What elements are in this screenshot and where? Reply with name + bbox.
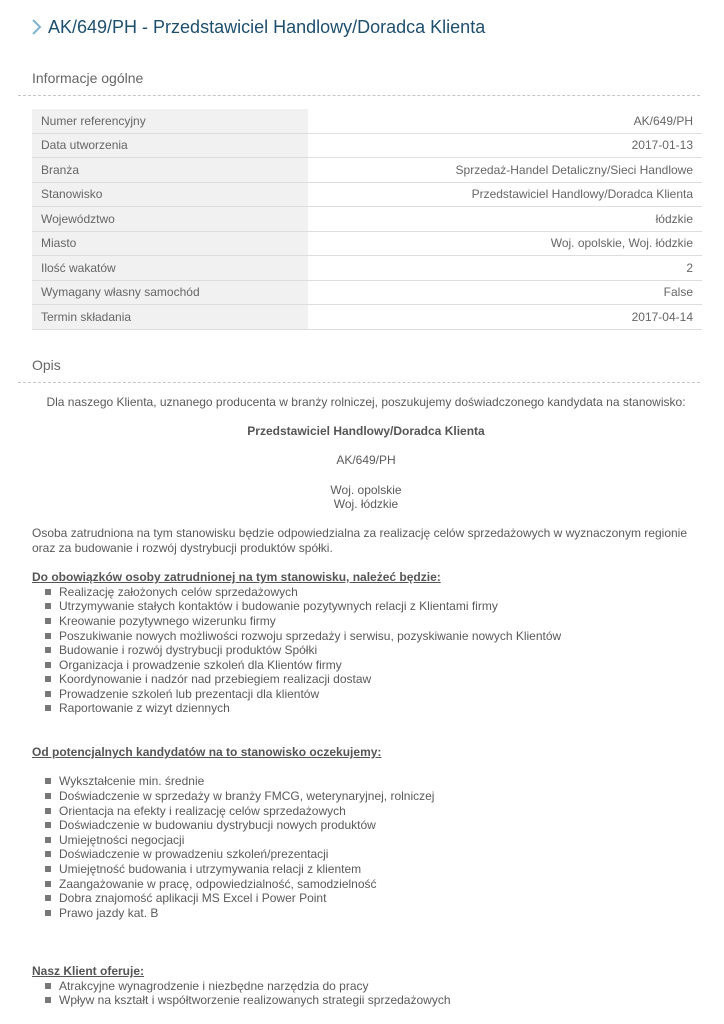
section-heading-general: Informacje ogólne xyxy=(32,70,144,86)
offer-heading: Nasz Klient oferuje: xyxy=(32,964,145,979)
info-value: Przedstawiciel Handlowy/Doradca Klienta xyxy=(308,182,702,207)
info-label: Wymagany własny samochód xyxy=(32,280,308,305)
list-item: Dobra znajomość aplikacji MS Excel i Power Point xyxy=(45,891,700,906)
info-value: 2017-04-14 xyxy=(308,305,702,330)
info-value: False xyxy=(308,280,702,305)
list-item: Umiejętności negocjacji xyxy=(45,833,700,848)
list-item: Raportowanie z wizyt dziennych xyxy=(45,701,700,716)
summary-text: Osoba zatrudniona na tym stanowisku będzie odpowiedzialna za realizację celów sprzedażowych w wyznaczonym regionie oraz za budowanie i rozwój dystrybucji produktów spółki. xyxy=(32,526,688,555)
info-row xyxy=(32,305,702,330)
info-label: Stanowisko xyxy=(32,182,308,207)
location-line: Woj. opolskie xyxy=(330,482,402,497)
list-item: Wykształcenie min. średnie xyxy=(45,774,700,789)
requirements-heading: Od potencjalnych kandydatów na to stanowisko oczekujemy: xyxy=(32,745,382,760)
list-item: Koordynowanie i nadzór nad przebiegiem realizacji dostaw xyxy=(45,672,700,687)
info-value: AK/649/PH xyxy=(308,109,702,133)
info-label: Numer referencyjny xyxy=(32,109,308,133)
divider xyxy=(18,95,700,96)
info-value: Woj. opolskie, Woj. łódzkie xyxy=(308,231,702,256)
info-label: Data utworzenia xyxy=(32,133,308,158)
info-row xyxy=(32,231,702,256)
list-item: Organizacja i prowadzenie szkoleń dla Klientów firmy xyxy=(45,658,700,673)
list-item: Kreowanie pozytywnego wizerunku firmy xyxy=(45,614,700,629)
info-row xyxy=(32,280,702,305)
list-item: Realizację założonych celów sprzedażowych xyxy=(45,585,700,600)
list-item: Umiejętność budowania i utrzymywania relacji z klientem xyxy=(45,862,700,877)
info-value: 2 xyxy=(308,256,702,281)
list-item: Zaangażowanie w pracę, odpowiedzialność, samodzielność xyxy=(45,877,700,892)
info-label: Ilość wakatów xyxy=(32,256,308,281)
list-item: Doświadczenie w sprzedaży w branży FMCG, weterynaryjnej, rolniczej xyxy=(45,789,700,804)
list-item: Poszukiwanie nowych możliwości rozwoju sprzedaży i serwisu, pozyskiwanie nowych Klientów xyxy=(45,629,700,644)
info-label: Województwo xyxy=(32,207,308,232)
chevron-right-icon xyxy=(30,16,44,38)
duties-heading: Do obowiązków osoby zatrudnionej na tym stanowisku, należeć będzie: xyxy=(32,570,441,585)
list-item: Doświadczenie w prowadzeniu szkoleń/prezentacji xyxy=(45,847,700,862)
info-row xyxy=(32,207,702,232)
info-row xyxy=(32,256,702,281)
list-item: Orientacja na efekty i realizację celów sprzedażowych xyxy=(45,804,700,819)
list-item: Doświadczenie w budowaniu dystrybucji nowych produktów xyxy=(45,818,700,833)
info-value: 2017-01-13 xyxy=(308,133,702,158)
info-value: Sprzedaż-Handel Detaliczny/Sieci Handlowe xyxy=(308,158,702,183)
info-label: Branża xyxy=(32,158,308,183)
page-title: AK/649/PH - Przedstawiciel Handlowy/Doradca Klienta xyxy=(48,16,486,37)
info-table xyxy=(32,109,702,330)
list-item: Wpływ na kształt i współtworzenie realizowanych strategii sprzedażowych xyxy=(45,993,700,1008)
title-row xyxy=(30,16,485,38)
info-row xyxy=(32,109,702,133)
info-row xyxy=(32,158,702,183)
info-row xyxy=(32,182,702,207)
list-item: Prowadzenie szkoleń lub prezentacji dla klientów xyxy=(45,687,700,702)
section-heading-description: Opis xyxy=(32,357,61,373)
info-label: Miasto xyxy=(32,231,308,256)
intro-text: Dla naszego Klienta, uznanego producenta w branży rolniczej, poszukujemy doświadczonego kandydata na stanowisko: xyxy=(46,395,686,409)
list-item: Atrakcyjne wynagrodzenie i niezbędne narzędzia do pracy xyxy=(45,979,700,994)
requirements-list xyxy=(32,774,700,920)
duties-list xyxy=(32,585,700,716)
divider xyxy=(18,382,700,383)
reference-number: AK/649/PH xyxy=(336,453,396,468)
description-body xyxy=(32,395,700,1008)
info-label: Termin składania xyxy=(32,305,308,330)
list-item: Budowanie i rozwój dystrybucji produktów Spółki xyxy=(45,643,700,658)
list-item: Utrzymywanie stałych kontaktów i budowanie pozytywnych relacji z Klientami firmy xyxy=(45,599,700,614)
position-title: Przedstawiciel Handlowy/Doradca Klienta xyxy=(247,424,485,439)
location-line: Woj. łódzkie xyxy=(333,497,399,512)
info-value: łódzkie xyxy=(308,207,702,232)
list-item: Prawo jazdy kat. B xyxy=(45,906,700,921)
offer-list xyxy=(32,979,700,1008)
info-row xyxy=(32,133,702,158)
